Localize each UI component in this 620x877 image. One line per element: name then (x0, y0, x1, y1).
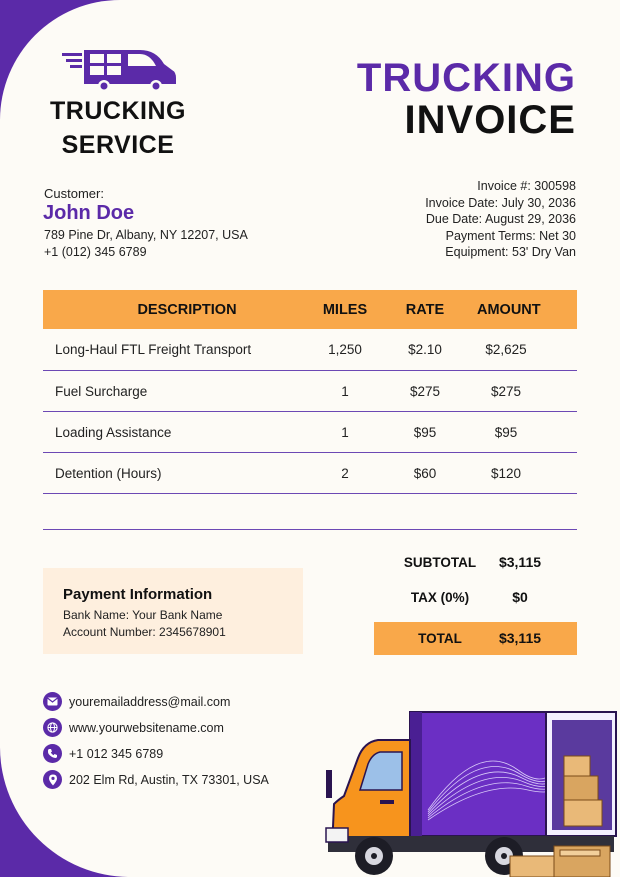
customer-label: Customer: (44, 186, 104, 201)
row-amount: $275 (490, 383, 522, 399)
header-amount: AMOUNT (477, 301, 541, 318)
table-row (43, 412, 577, 453)
customer-name: John Doe (43, 202, 135, 224)
header-description: DESCRIPTION (137, 301, 237, 318)
due-date: Due Date: August 29, 2036 (425, 212, 576, 227)
row-amount: $2,625 (485, 342, 527, 357)
brand-name (38, 94, 198, 162)
row-rate: $60 (413, 465, 437, 481)
customer-address: 789 Pine Dr, Albany, NY 12207, USA (44, 228, 248, 242)
invoice-meta (425, 178, 576, 261)
tax-label: TAX (0%) (410, 590, 470, 605)
total-value: $3,115 (498, 630, 542, 646)
table-row (43, 371, 577, 412)
customer-phone: +1 (012) 345 6789 (44, 245, 147, 259)
table-row (43, 453, 577, 494)
payment-terms: Payment Terms: Net 30 (445, 228, 576, 243)
website-text[interactable]: www.yourwebsitename.com (69, 720, 224, 735)
total-label: TOTAL (418, 631, 462, 646)
table-row (43, 329, 577, 371)
divider (43, 529, 577, 530)
phone-text[interactable]: +1 012 345 6789 (69, 746, 164, 761)
bank-name: Bank Name: Your Bank Name (63, 608, 223, 622)
delivery-truck-logo-icon (60, 44, 180, 92)
row-rate: $95 (413, 424, 437, 440)
row-description: Fuel Surcharge (55, 383, 148, 399)
row-amount: $95 (494, 424, 518, 440)
invoice-number: Invoice #: 300598 (477, 179, 576, 193)
table-header (43, 290, 577, 329)
row-miles: 2 (341, 465, 349, 481)
header-miles: MILES (322, 301, 368, 318)
location-pin-icon (43, 770, 62, 789)
row-description: Long-Haul FTL Freight Transport (55, 342, 252, 357)
subtotal-value: $3,115 (498, 554, 542, 570)
equipment: Equipment: 53' Dry Van (445, 245, 576, 260)
contact-phone (43, 744, 163, 763)
row-miles: 1,250 (328, 342, 362, 357)
payment-info-title: Payment Information (63, 586, 213, 603)
payment-info-panel (43, 568, 303, 654)
truck-illustration (318, 700, 620, 877)
row-miles: 1 (341, 383, 349, 399)
brand-line-1: TRUCKING (50, 97, 186, 125)
email-text[interactable]: youremailaddress@mail.com (69, 694, 231, 709)
tax-value: $0 (512, 589, 528, 605)
line-items-table (43, 290, 577, 494)
globe-icon (43, 718, 62, 737)
invoice-date: Invoice Date: July 30, 2036 (425, 195, 576, 210)
header-rate: RATE (405, 301, 445, 318)
row-rate: $2.10 (408, 342, 442, 357)
row-amount: $120 (490, 465, 522, 481)
phone-icon (43, 744, 62, 763)
account-number: Account Number: 2345678901 (63, 625, 226, 639)
mail-icon (43, 692, 62, 711)
contact-address (43, 770, 269, 789)
address-text: 202 Elm Rd, Austin, TX 73301, USA (69, 772, 269, 787)
row-miles: 1 (341, 424, 349, 440)
row-rate: $275 (409, 383, 441, 399)
contact-email (43, 692, 230, 711)
brand-line-2: SERVICE (61, 131, 175, 159)
invoice-title-line-1: TRUCKING (356, 56, 576, 100)
contact-website (43, 718, 224, 737)
row-description: Loading Assistance (55, 424, 172, 440)
row-description: Detention (Hours) (55, 465, 162, 481)
invoice-title-line-2: INVOICE (404, 98, 576, 142)
subtotal-label: SUBTOTAL (403, 555, 477, 570)
